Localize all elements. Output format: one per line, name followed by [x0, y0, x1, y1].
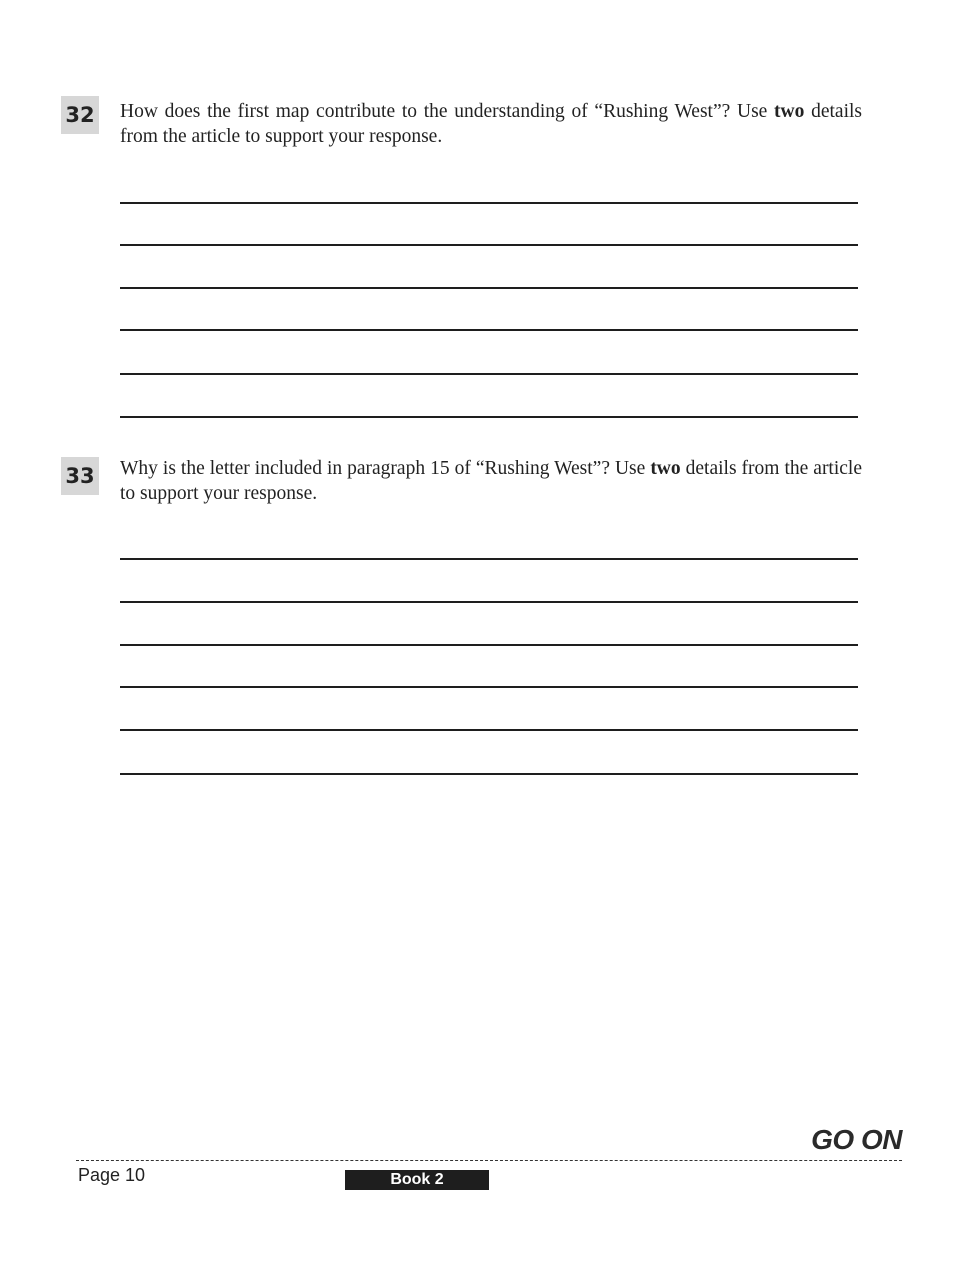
- answer-line[interactable]: [120, 202, 858, 204]
- book-label: Book 2: [345, 1170, 489, 1190]
- answer-line[interactable]: [120, 244, 858, 246]
- answer-line[interactable]: [120, 729, 858, 731]
- answer-line[interactable]: [120, 287, 858, 289]
- prompt-text: How does the first map contribute to the understanding of “Rushing West”? Use: [120, 101, 775, 122]
- footer-divider: [76, 1160, 902, 1161]
- page-number: Page 10: [78, 1165, 146, 1185]
- prompt-text: details from the article to support your response.: [120, 101, 862, 147]
- question-number-badge: 33: [61, 457, 99, 495]
- prompt-emphasis: two: [774, 101, 805, 122]
- answer-line[interactable]: [120, 644, 858, 646]
- answer-line[interactable]: [120, 373, 858, 375]
- prompt-text: Why is the letter included in paragraph 15 of “Rushing West”? Use: [120, 458, 651, 479]
- question-prompt: [120, 99, 862, 149]
- answer-line[interactable]: [120, 773, 858, 775]
- go-on-label: GO ON: [811, 1124, 902, 1155]
- question-prompt: [120, 456, 862, 506]
- answer-line[interactable]: [120, 416, 858, 418]
- answer-line[interactable]: [120, 329, 858, 331]
- answer-line[interactable]: [120, 558, 858, 560]
- prompt-emphasis: two: [650, 458, 681, 479]
- prompt-text: details from the article to support your response.: [120, 458, 862, 504]
- answer-line[interactable]: [120, 601, 858, 603]
- question-number-badge: 32: [61, 96, 99, 134]
- answer-line[interactable]: [120, 686, 858, 688]
